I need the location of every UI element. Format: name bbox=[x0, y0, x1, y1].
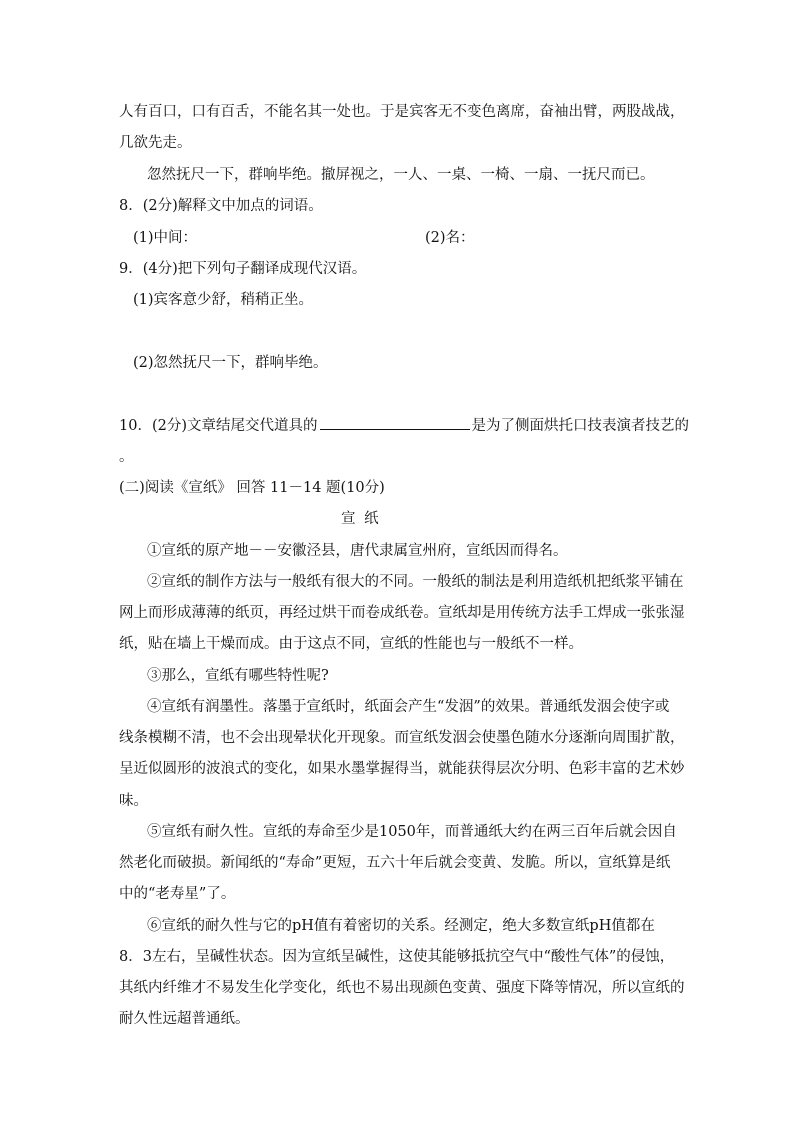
paragraph-5-line-3: 中的“老寿星”了。 bbox=[119, 886, 236, 902]
paragraph-6-line-2: 8．3左右，呈碱性状态。因为宣纸呈碱性，这使其能够抵抗空气中“酸性气体”的侵蚀， bbox=[119, 949, 675, 965]
question-9-sub-1: (1)宾客意少舒，稍稍正坐。 bbox=[133, 292, 314, 308]
passage-line-3: 忽然抚尺一下，群响毕绝。撤屏视之，一人、一桌、一椅、一扇、一抚尺而已。 bbox=[147, 167, 655, 183]
section-two-heading: (二)阅读《宣纸》 回答 11－14 题(10分) bbox=[119, 480, 385, 496]
paragraph-6-line-3: 其纸内纤维才不易发生化学变化，纸也不易出现颜色变黄、强度下降等情况，所以宣纸的 bbox=[119, 980, 685, 996]
question-8-stem: 8．(2分)解释文中加点的词语。 bbox=[119, 198, 323, 214]
paragraph-4-line-2: 线条模糊不清，也不会出现晕状化开现象。而宣纸发洇会使墨色随水分逐渐向周围扩散， bbox=[119, 730, 685, 746]
paragraph-2-line-1: ②宣纸的制作方法与一般纸有很大的不同。一般纸的制法是利用造纸机把纸浆平铺在 bbox=[147, 574, 684, 590]
paragraph-4-line-3: 呈近似圆形的波浪式的变化，如果水墨掌握得当，就能获得层次分明、色彩丰富的艺术妙 bbox=[119, 761, 685, 777]
article-title: 宣 纸 bbox=[341, 511, 381, 527]
question-8-sub-1: (1)中间： bbox=[133, 230, 198, 246]
paragraph-5-line-2: 然老化而破损。新闻纸的“寿命”更短，五六十年后就会变黄、发脆。所以，宣纸算是纸 bbox=[119, 855, 671, 871]
paragraph-1: ①宣纸的原产地－－安徽泾县，唐代隶属宣州府，宣纸因而得名。 bbox=[147, 543, 568, 559]
question-8-sub-2: (2)名： bbox=[425, 230, 475, 246]
paragraph-2-line-3: 纸，贴在墙上干燥而成。由于这点不同，宣纸的性能也与一般纸不一样。 bbox=[119, 636, 583, 652]
paragraph-4-line-4: 味。 bbox=[119, 793, 148, 809]
passage-line-2: 几欲先走。 bbox=[119, 135, 192, 151]
paragraph-5-line-1: ⑤宣纸有耐久性。宣纸的寿命至少是1050年，而普通纸大约在两三百年后就会因自 bbox=[147, 824, 677, 840]
question-9-stem: 9．(4分)把下列句子翻译成现代汉语。 bbox=[119, 261, 367, 277]
question-10-after: 是为了侧面烘托口技表演者技艺的 bbox=[471, 418, 689, 434]
paragraph-6-line-1: ⑥宣纸的耐久性与它的pH值有着密切的关系。经测定，绝大多数宣纸pH值都在 bbox=[147, 918, 655, 934]
paragraph-2-line-2: 网上而形成薄薄的纸页，再经过烘干而卷成纸卷。宣纸却是用传统方法手工焊成一张张湿 bbox=[119, 605, 685, 621]
question-10-end: 。 bbox=[119, 449, 134, 465]
paragraph-4-line-1: ④宣纸有润墨性。落墨于宣纸时，纸面会产生“发洇”的效果。普通纸发洇会使字或 bbox=[147, 699, 670, 715]
question-10-answer-blank[interactable] bbox=[320, 415, 470, 430]
paragraph-3: ③那么，宣纸有哪些特性呢? bbox=[147, 668, 329, 684]
paragraph-6-line-4: 耐久性远超普通纸。 bbox=[119, 1011, 250, 1027]
passage-line-1: 人有百口，口有百舌，不能名其一处也。于是宾客无不变色离席，奋袖出臂，两股战战， bbox=[119, 104, 685, 120]
question-9-sub-2: (2)忽然抚尺一下，群响毕绝。 bbox=[133, 355, 328, 371]
question-10-line bbox=[119, 415, 689, 436]
question-10-before: 10．(2分)文章结尾交代道具的 bbox=[119, 418, 318, 434]
